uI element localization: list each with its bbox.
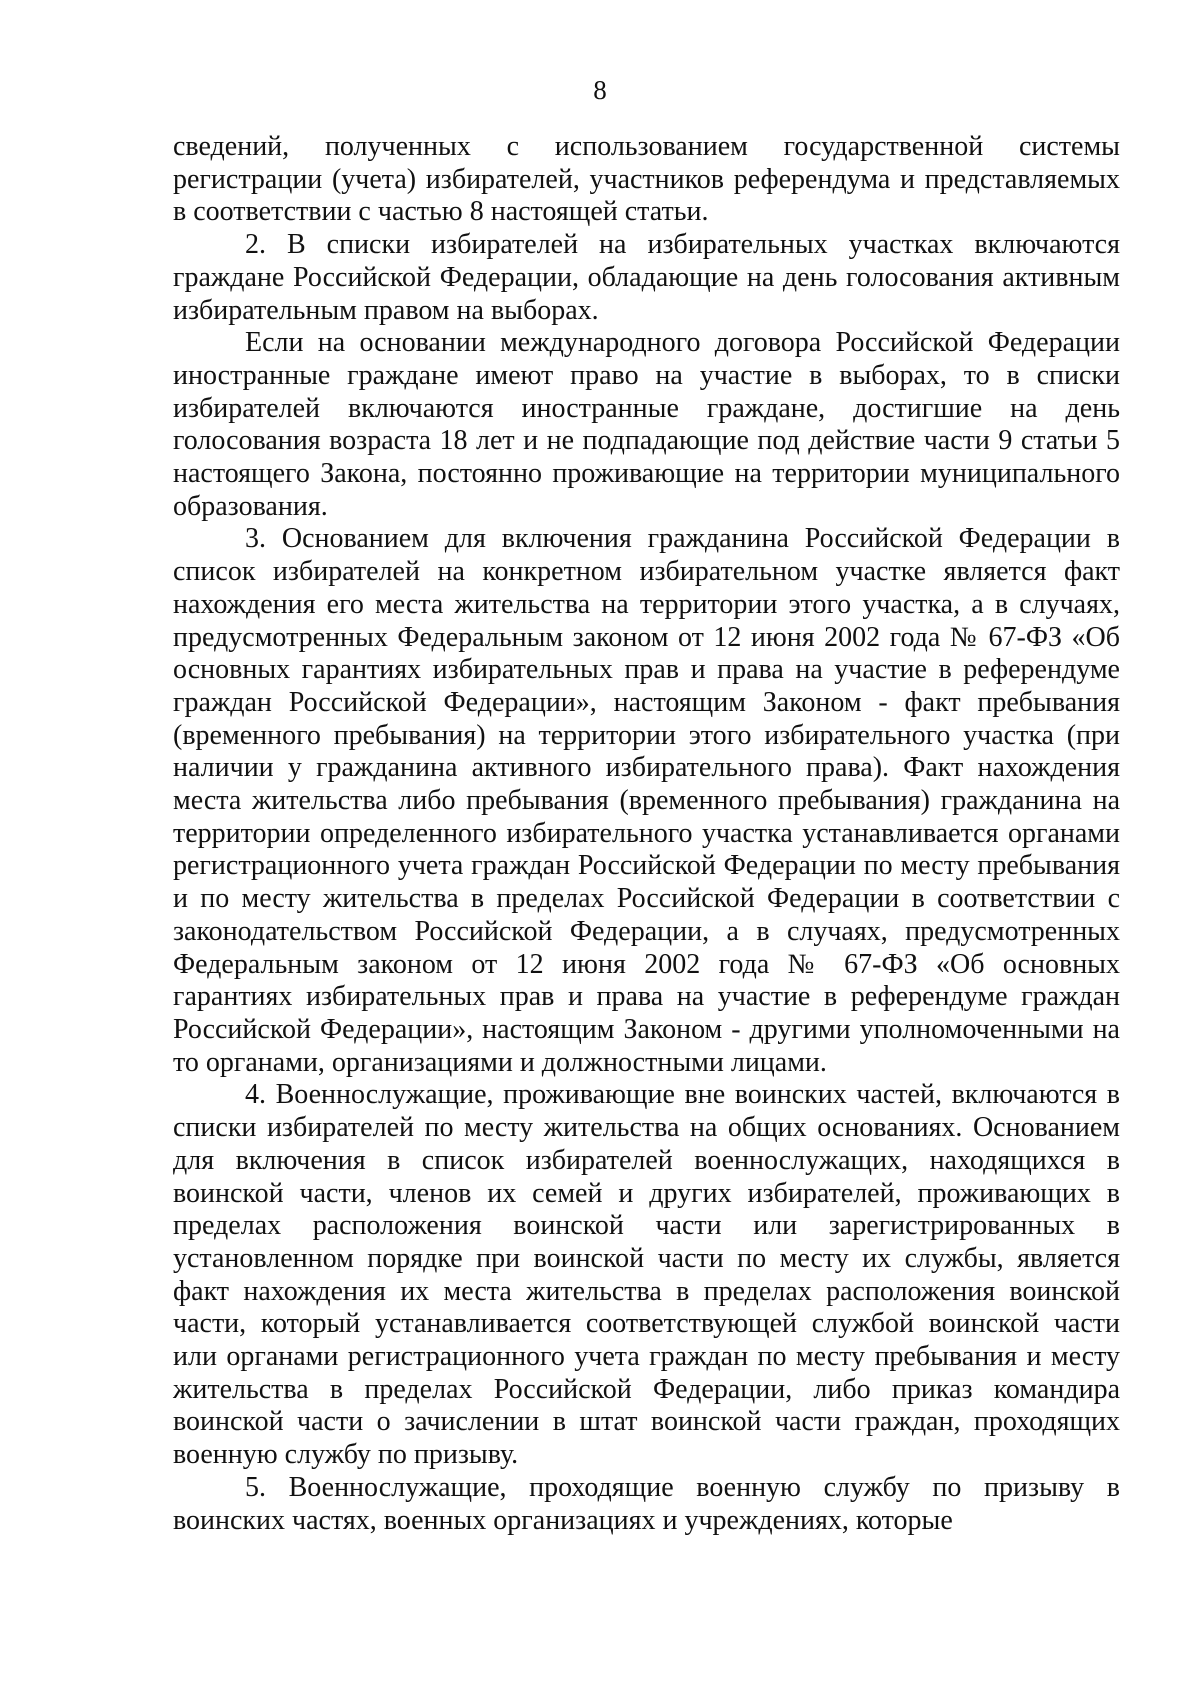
paragraph-item-2: 2. В списки избирателей на избирательных участках включаются граждане Российской Федерации, обладающие на день голосования активным избирательным правом на выборах. bbox=[173, 229, 1120, 326]
paragraph-item-3: 3. Основанием для включения гражданина Российской Федерации в список избирателей на конкретном избирательном участке является факт нахождения его места жительства на территории этого участка, а в случаях, предусмотренных Федеральным законом от 12 июня 2002 года № 67-ФЗ «Об основных гарантиях избирательных прав и права на участие в референдуме граждан Российской Федерации», настоящим Законом - факт пребывания (временного пребывания) на территории этого избирательного участка (при наличии у гражданина активного избирательного права). Факт нахождения места жительства либо пребывания (временного пребывания) гражданина на территории определенного избирательного участка устанавливается органами регистрационного учета граждан Российской Федерации по месту пребывания и по месту жительства в пределах Российской Федерации в соответствии с законодательством Российской Федерации, а в случаях, предусмотренных Федеральным законом от 12 июня 2002 года № 67-ФЗ «Об основных гарантиях избирательных прав и права на участие в референдуме граждан Российской Федерации», настоящим Законом - другими уполномоченными на то органами, организациями и должностными лицами. bbox=[173, 523, 1120, 1078]
paragraph-item-5: 5. Военнослужащие, проходящие военную службу по призыву в воинских частях, военных организациях и учреждениях, которые bbox=[173, 1471, 1120, 1536]
paragraph-continuation: сведений, полученных с использованием государственной системы регистрации (учета) избирателей, участников референдума и представляемых в соответствии с частью 8 настоящей статьи. bbox=[173, 131, 1120, 228]
page-number: 8 bbox=[593, 75, 607, 105]
document-body bbox=[173, 131, 1120, 1537]
paragraph-item-4: 4. Военнослужащие, проживающие вне воинских частей, включаются в списки избирателей по месту жительства на общих основаниях. Основанием для включения в список избирателей военнослужащих, находящихся в воинской части, членов их семей и других избирателей, проживающих в пределах расположения воинской части или зарегистрированных в установленном порядке при воинской части по месту их службы, является факт нахождения их места жительства в пределах расположения воинской части, который устанавливается соответствующей службой воинской части или органами регистрационного учета граждан по месту пребывания и месту жительства в пределах Российской Федерации, либо приказ командира воинской части о зачислении в штат воинской части граждан, проходящих военную службу по призыву. bbox=[173, 1079, 1120, 1471]
paragraph-foreign-citizens: Если на основании международного договора Российской Федерации иностранные граждане имеют право на участие в выборах, то в списки избирателей включаются иностранные граждане, достигшие на день голосования возраста 18 лет и не подпадающие под действие части 9 статьи 5 настоящего Закона, постоянно проживающие на территории муниципального образования. bbox=[173, 327, 1120, 522]
